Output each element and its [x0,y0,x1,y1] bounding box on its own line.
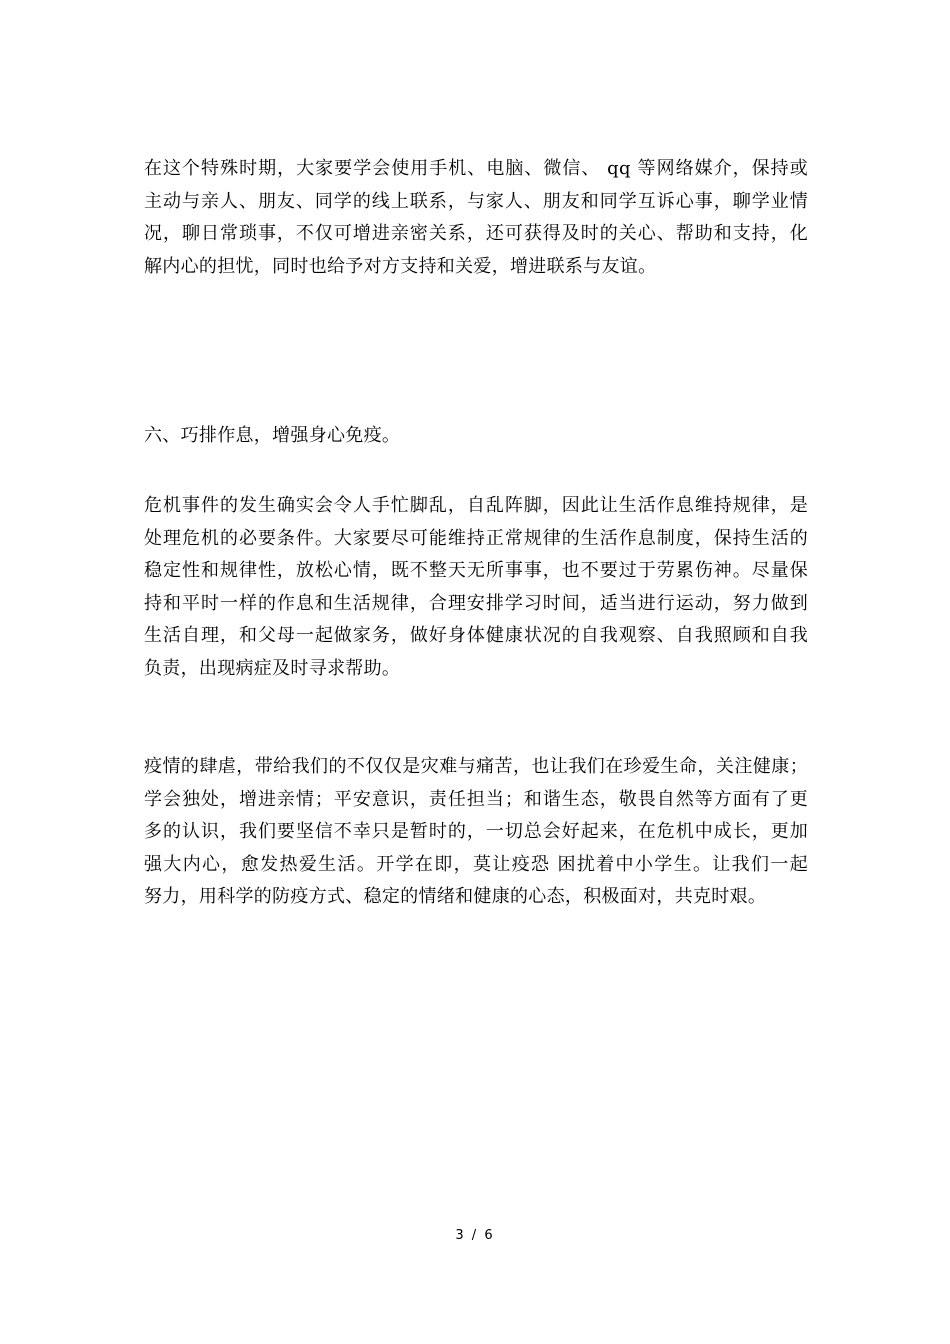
paragraph-3-line: 多的认识，我们要坚信不幸只是暂时的，一切总会好起来，在危机中成长，更加 [144,821,808,843]
paragraph-1-line: 主动与亲人、朋友、同学的线上联系，与家人、朋友和同学互诉心事，聊学业情 [144,190,808,212]
page-number: 3 / 6 [455,1228,495,1243]
paragraph-1 [144,153,808,283]
paragraph-3-line: 疫情的肆虐，带给我们的不仅仅是灾难与痛苦，也让我们在珍爱生命，关注健康； [144,756,808,777]
section-6-heading [144,420,808,453]
paragraph-1-line: 在这个特殊时期，大家要学会使用手机、电脑、微信、 qq 等网络媒介，保持或 [144,158,808,179]
paragraph-2-line: 稳定性和规律性，放松心情，既不整天无所事事，也不要过于劳累伤神。尽量保 [144,560,808,582]
paragraph-3-line: 学会独处，增进亲情；平安意识，责任担当；和谐生态，敬畏自然等方面有了更 [144,788,808,810]
paragraph-2-line: 负责，出现病症及时寻求帮助。 [144,657,401,679]
paragraph-3 [144,751,808,914]
paragraph-2-line: 危机事件的发生确实会令人手忙脚乱，自乱阵脚，因此让生活作息维持规律，是 [144,495,808,516]
paragraph-2 [144,490,808,686]
paragraph-2-line: 生活自理，和父母一起做家务，做好身体健康状况的自我观察、自我照顾和自我 [144,625,808,647]
paragraph-1-line: 况，聊日常琐事，不仅可增进亲密关系，还可获得及时的关心、帮助和支持，化 [144,223,808,245]
section-6-heading-text: 六、巧排作息，增强身心免疫。 [144,425,401,446]
paragraph-3-line: 强大内心，愈发热爱生活。开学在即，莫让疫恐 困扰着中小学生。让我们一起 [144,853,808,875]
paragraph-1-line: 解内心的担忧，同时也给予对方支持和关爱，增进联系与友谊。 [144,255,657,277]
paragraph-2-line: 处理危机的必要条件。大家要尽可能维持正常规律的生活作息制度，保持生活的 [144,527,808,549]
paragraph-3-line: 努力，用科学的防疫方式、稳定的情绪和健康的心态，积极面对，共克时艰。 [144,886,767,908]
paragraph-2-line: 持和平时一样的作息和生活规律，合理安排学习时间，适当进行运动，努力做到 [144,592,808,614]
